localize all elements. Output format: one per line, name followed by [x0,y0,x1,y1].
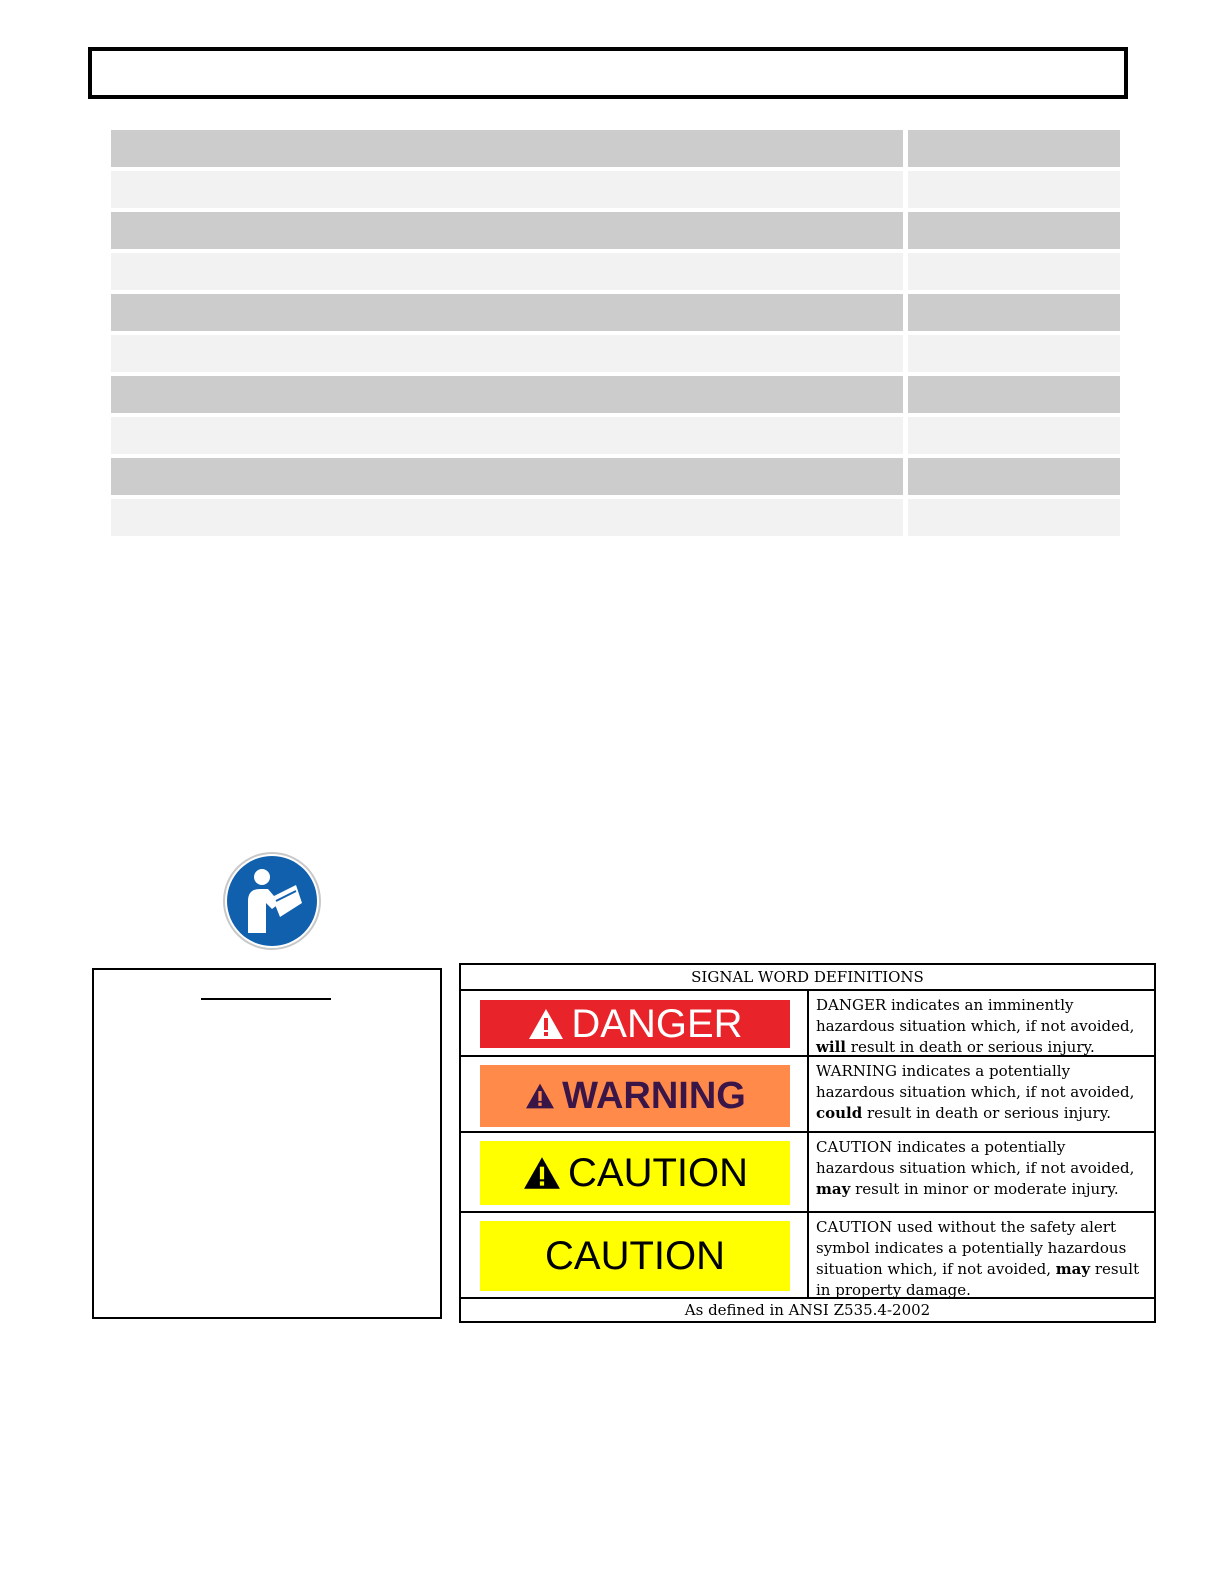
safety-alert-icon [527,1007,565,1041]
safety-alert-icon [522,1155,562,1191]
note-box [92,968,442,1319]
signal-row-caution-plain [461,1213,1154,1299]
table-row [111,499,1120,536]
table-row [111,253,1120,290]
signal-title: SIGNAL WORD DEFINITIONS [461,965,1154,991]
danger-word: DANGER [571,1001,743,1046]
signal-footer: As defined in ANSI Z535.4-2002 [461,1297,1154,1321]
table-row [111,417,1120,454]
signal-row-caution [461,1133,1154,1213]
signal-row-danger [461,991,1154,1057]
caution-plain-label [480,1221,790,1291]
warning-word: WARNING [562,1074,746,1117]
warning-label [480,1065,790,1127]
table-row [111,335,1120,372]
caution-word: CAUTION [568,1150,748,1195]
table-row [111,212,1120,249]
heading-underline [201,998,331,1000]
danger-definition: DANGER indicates an imminently hazardous situation which, if not avoided, will result in death or serious injury. [816,996,1135,1056]
signal-word-definitions [459,963,1156,1323]
warning-definition: WARNING indicates a potentially hazardous situation which, if not avoided, could result in death or serious injury. [816,1062,1135,1122]
table-row [111,376,1120,413]
signal-row-warning [461,1057,1154,1133]
table-row [111,458,1120,495]
read-manual-icon [222,851,322,951]
danger-label [480,1000,790,1048]
table-of-contents [111,130,1120,540]
safety-alert-icon [524,1082,556,1110]
caution-label [480,1141,790,1205]
table-row [111,294,1120,331]
table-row [111,130,1120,167]
table-row [111,171,1120,208]
title-box [88,47,1128,99]
caution-plain-word: CAUTION [545,1233,725,1278]
caution-plain-definition: CAUTION used without the safety alert symbol indicates a potentially hazardous situation which, if not avoided, may result in property damage. [816,1218,1140,1299]
caution-definition: CAUTION indicates a potentially hazardous situation which, if not avoided, may result in minor or moderate injury. [816,1138,1135,1198]
